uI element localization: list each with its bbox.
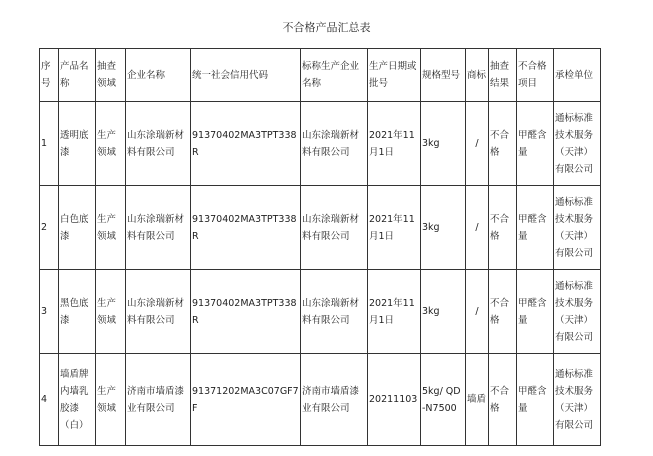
cell-nominal-company: 山东涂瑞新材料有限公司 <box>301 270 368 354</box>
cell-spec: 3kg <box>421 270 466 354</box>
cell-lab: 通标标准技术服务（天津）有限公司 <box>554 270 601 354</box>
cell-brand: / <box>466 102 489 186</box>
cell-item: 甲醛含量 <box>517 354 554 446</box>
cell-field: 生产领域 <box>96 186 126 270</box>
header-field: 抽查领域 <box>96 49 126 102</box>
cell-nominal-company: 山东涂瑞新材料有限公司 <box>301 186 368 270</box>
cell-company: 山东涂瑞新材料有限公司 <box>126 102 191 186</box>
header-date: 生产日期或批号 <box>368 49 421 102</box>
cell-no: 3 <box>40 270 59 354</box>
cell-product: 白色底漆 <box>59 186 96 270</box>
cell-result: 不合格 <box>489 186 517 270</box>
cell-nominal-company: 济南市墙盾漆业有限公司 <box>301 354 368 446</box>
cell-product: 透明底漆 <box>59 102 96 186</box>
cell-lab: 通标标准技术服务（天津）有限公司 <box>554 102 601 186</box>
cell-credit-code: 91371202MA3C07GF7F <box>191 354 301 446</box>
cell-spec: 3kg <box>421 102 466 186</box>
document-title: 不合格产品汇总表 <box>282 21 371 34</box>
cell-nominal-company: 山东涂瑞新材料有限公司 <box>301 102 368 186</box>
header-brand: 商标 <box>466 49 489 102</box>
cell-credit-code: 91370402MA3TPT338R <box>191 102 301 186</box>
cell-no: 4 <box>40 354 59 446</box>
cell-result: 不合格 <box>489 102 517 186</box>
header-result: 抽查结果 <box>489 49 517 102</box>
cell-no: 1 <box>40 102 59 186</box>
cell-credit-code: 91370402MA3TPT338R <box>191 270 301 354</box>
header-company: 企业名称 <box>126 49 191 102</box>
table-header-row <box>40 49 601 102</box>
cell-spec: 5kg/ QD-N7500 <box>421 354 466 446</box>
header-nominal-company: 标称生产企业名称 <box>301 49 368 102</box>
header-item: 不合格项目 <box>517 49 554 102</box>
cell-brand: / <box>466 186 489 270</box>
cell-date: 2021年11月1日 <box>368 186 421 270</box>
table-row <box>40 102 601 186</box>
header-no: 序号 <box>40 49 59 102</box>
header-spec: 规格型号 <box>421 49 466 102</box>
cell-brand: / <box>466 270 489 354</box>
cell-company: 济南市墙盾漆业有限公司 <box>126 354 191 446</box>
cell-product: 黑色底漆 <box>59 270 96 354</box>
table-row <box>40 354 601 446</box>
header-credit-code: 统一社会信用代码 <box>191 49 301 102</box>
cell-item: 甲醛含量 <box>517 270 554 354</box>
cell-date: 20211103 <box>368 354 421 446</box>
cell-item: 甲醛含量 <box>517 186 554 270</box>
table-row <box>40 186 601 270</box>
cell-company: 山东涂瑞新材料有限公司 <box>126 186 191 270</box>
header-product: 产品名称 <box>59 49 96 102</box>
cell-lab: 通标标准技术服务（天津）有限公司 <box>554 186 601 270</box>
table-row <box>40 270 601 354</box>
cell-spec: 3kg <box>421 186 466 270</box>
cell-field: 生产领域 <box>96 102 126 186</box>
nonconforming-products-table <box>39 48 601 446</box>
cell-result: 不合格 <box>489 270 517 354</box>
cell-date: 2021年11月1日 <box>368 270 421 354</box>
cell-lab: 通标标准技术服务（天津）有限公司 <box>554 354 601 446</box>
cell-no: 2 <box>40 186 59 270</box>
cell-credit-code: 91370402MA3TPT338R <box>191 186 301 270</box>
header-lab: 承检单位 <box>554 49 601 102</box>
cell-item: 甲醛含量 <box>517 102 554 186</box>
cell-brand: 墙盾 <box>466 354 489 446</box>
cell-company: 山东涂瑞新材料有限公司 <box>126 270 191 354</box>
cell-result: 不合格 <box>489 354 517 446</box>
cell-field: 生产领域 <box>96 270 126 354</box>
cell-field: 生产领域 <box>96 354 126 446</box>
cell-date: 2021年11月1日 <box>368 102 421 186</box>
cell-product: 墙盾牌内墙乳胶漆（白） <box>59 354 96 446</box>
